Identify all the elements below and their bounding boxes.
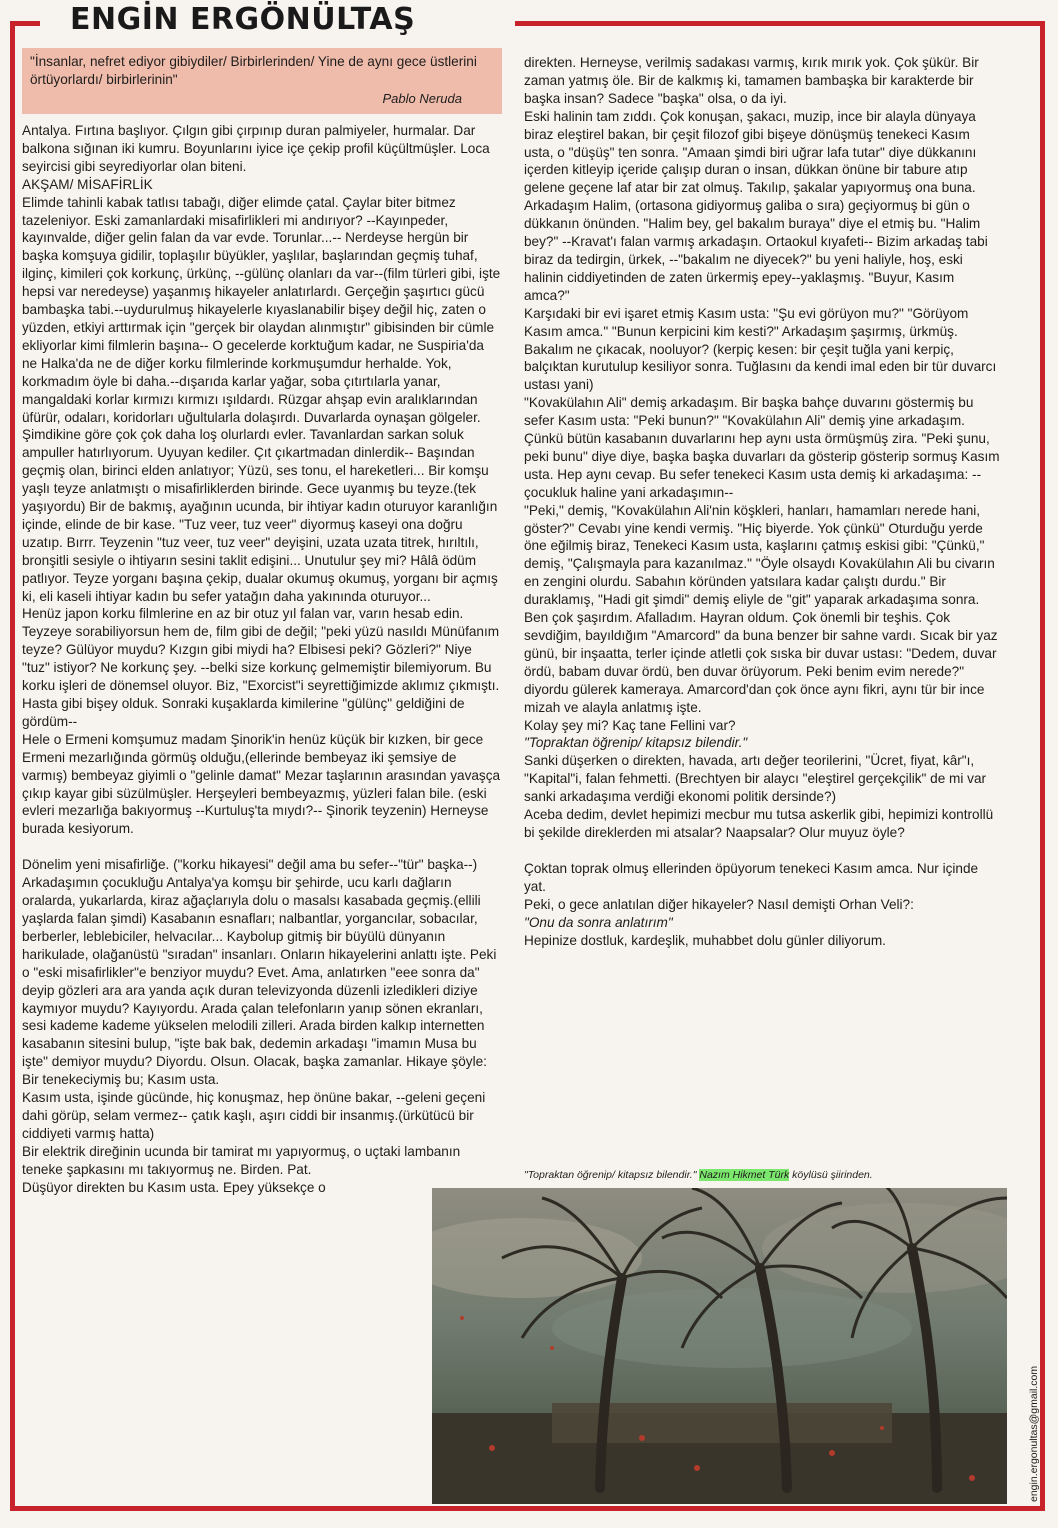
paragraph: Peki, o gece anlatılan diğer hikayeler? Nasıl demişti Orhan Veli?:: [524, 896, 914, 912]
caption-poet: Nazım Hikmet Türk: [699, 1169, 790, 1181]
image-caption: [524, 1168, 1000, 1182]
author-email: engin.ergonultas@gmail.com: [1028, 1365, 1040, 1502]
author-name: ENGİN ERGÖNÜLTAŞ: [70, 2, 416, 37]
paragraph: Kasım usta, işinde gücünde, hiç konuşmaz, hep önüne bakar, --geleni geçeni dahi görüp, selam vermez-- çatık kaşlı, aşırı ciddi bir insanmış.(ürkütücü bir ciddiyeti varmış hatta): [22, 1090, 486, 1141]
paragraph: Aceba dedim, devlet hepimizi mecbur mu tutsa askerlik gibi, hepimizi kontrollü bi şekilde direklerden mi atsalar? Naapsalar? Olur muyuz öyle?: [524, 807, 994, 840]
left-column: [22, 122, 502, 1502]
right-column: [524, 54, 1000, 1144]
epigraph: [22, 48, 502, 114]
paragraph: Henüz japon korku filmlerine en az bir otuz yıl falan var, varın hesab edin. Teyzeye sorabiliyorsun hem de, film gibi de değil; "peki yüzü nasıldı Münüfanım teyze? Gülüyor muydu? Kızgın gibi miydi ha? Elbisesi peki? Gözleri?" Niye "tuz" istiyor? Ne korkunç şey. --belki size korkunç gelmemiştir bilemiyorum. Bu korku işleri de dönemsel oluyor. Biz, "Exorcist"i seyrettiğimizde aklımız çıkmıştı. Hasta gibi bişey olduk. Sonraki kuşaklarda kimilerine "gülünç" geldiğini de gördüm--: [22, 606, 500, 729]
paragraph: Dönelim yeni misafirliğe. ("korku hikayesi" değil ama bu sefer--"tür" başka--) Arkadaşımın çocukluğu Antalya'ya komşu bir şehirde, ucu karlı dağların oralarda, yukarlarda, kiraz ağaçlarıyla dolu o masalsı kasabada geçmiş.(ellili yaşlarda falan şimdi) Kasabanın esnafları; nalbantlar, yorgancılar, sobacılar, berberler, leblebiciler, helvacılar... Kaybolup gitmiş bir büyülü dünyanın harikulade, olağanüstü "sıradan" insanları. Onların hikayelerini anlattı işte. Peki o "eski misafirlikler"e benziyor muydu? Evet. Ama, anlatırken "eee sonra da" deyip gözleri ara ara yanda açık duran televizyonda düzenli izledikleri diziye kaymıyor muydu? Kayıyordu. Arada çalan telefonların yanıp sönen ekranları, sesi kademe kademe yükselen melodili zilleri. Arada birden kalkıp internetten kasabanın sitesini bulup, "işte bak bak, dedemin arkadaşı "imamın Musa bu işte" demiyor muydu? Diyordu. Olsun. Olacak, başka zamanlar. Hikaye şöyle:: [22, 857, 497, 1070]
paragraph: Sanki düşerken o direkten, havada, artı değer teorilerini, "Ücret, fiyat, kâr"ı, "Kapital"i, falan fehmetti. (Brechtyen bir alaycı "eleştirel gerçekçilik" de mi var sanki arkadaşıma verdiği ekonomi politik dersinde?): [524, 753, 987, 805]
storm-palms-painting: [432, 1188, 1007, 1504]
paragraph: Çoktan toprak olmuş ellerinden öpüyorum tenekeci Kasım amca. Nur içinde yat.: [524, 860, 979, 894]
closing-line: Hepinize dostluk, kardeşlik, muhabbet dolu günler diliyorum.: [524, 932, 886, 948]
paragraph: Eski halinin tam zıddı. Çok konuşan, şakacı, muzip, ince bir alayla dünyaya biraz eleştirel bakan, bir çeşit filozof gibi bişeye dönüşmüş tenekeci Kasım usta, o "düşüş" ten sonra. "Amaan şimdi biri uğrar lafa tutar" diye dükkanını içerden kitleyip içeride çalışıp duran o insan, dükkan önüne bir tabure atıp gelene geçene laf atar bir zat olmuş. Takılıp, şakalar yapıyormuş ona buna. Arkadaşım Halim, (ortasona gidiyormuş galiba o sıra) geçiyormuş bi gün o dükkanın önünden. "Halim bey, gel bakalım buraya" diye el etmiş bu. "Halim bey?" --Kravat'ı falan varmış arkadaşın. Ortaokul kıyafeti-- Bizim arkadaş tabi biraz da tedirgin, ürkek, --"bakalım ne diyecek?" bu yeni haliyle, hoş, eski halinin ciddiyetinden de zaten ürkermiş epey--yaklaşmış. "Buyur, Kasım amca?": [524, 108, 988, 303]
section-heading: AKŞAM/ MİSAFİRLİK: [22, 176, 153, 192]
paragraph: Ben çok şaşırdım. Afalladım. Hayran oldum. Çok önemli bir teşhis. Çok sevdiğim, bayıldığım "Amarcord" da buna benzer bir sahne vardı. Sıcak bir yaz günü, bir inşaatta, terler içinde atletli çok sıska bir duvar ustası: "Dedem, duvar ördü, babam duvar ördü, ben duvar örüyorum. Peki benim evim nerede?" diyordu gülerek kameraya. Amarcord'dan çok önce aynı fikri, aynı tür bir ince mizah ve alayla anlatmış işte.: [524, 610, 998, 715]
orhan-veli-quote: "Onu da sonra anlatırım": [524, 914, 673, 930]
paragraph: Karşıdaki bir evi işaret etmiş Kasım usta: "Şu evi görüyon mu?" "Görüyom Kasım amca." "Bunun kerpicini kim kesti?" Arkadaşım şaşırmış, ürkmüş. Bakalım ne çıkacak, nooluyor? (kerpiç kesen: bir çeşit tuğla yani kerpiç, balçıktan kurutulup kesiliyor sonra. Tuğlasını da kendi imal eden bir tür duvarcı ustası yani): [524, 305, 997, 393]
paragraph: Hele o Ermeni komşumuz madam Şinorik'in henüz küçük bir kızken, bir gece Ermeni mezarlığında görmüş olduğu,(ellerinde bembeyaz iki şemsiye de varmış) bembeyaz giyimli o "gelinle damat" Mezar taşlarının arasından yavaşça çıkıp kayar gibi süzülmüşler. Herşeyleri bembeyazmış, yüzleri falan bile. (eski evleri mezarlığa bakıyormuş --Kurtuluş'ta mıydı?-- Şinorik teyzenin) Herneyse burada kesiyorum.: [22, 731, 501, 837]
paragraph: direkten. Herneyse, verilmiş sadakası varmış, kırık mırık yok. Çok şükür. Bir zaman yatmış öle. Bir de kalkmış ki, tamamen bambaşka bir karakterde bir başka insan? Sadece "başka" olsa, o da iyi.: [524, 55, 979, 106]
paragraph: Antalya. Fırtına başlıyor. Çılgın gibi çırpınıp duran palmiyeler, hurmalar. Dar balkona sığınan iki kumru. Boyunlarını iyice içe çekip profil küçültmüşler. Loca seyircisi gibi seyrediyorlar olan biteni.: [22, 123, 490, 174]
paragraph: Düşüyor direkten bu Kasım usta. Epey yüksekçe o: [22, 1179, 326, 1195]
paragraph: Bir elektrik direğinin ucunda bir tamirat mı yapıyormuş, o uçtaki lambanın teneke şapkasını mı takıyormuş ne. Birden. Pat.: [22, 1143, 461, 1177]
paragraph: Bir tenekeciymiş bu; Kasım usta.: [22, 1072, 220, 1088]
paragraph: Elimde tahinli kabak tatlısı tabağı, diğer elimde çatal. Çaylar biter bitmez tazeleniyor. Eski zamanlardaki misafirlikleri mi andırıyor? --Kayınpeder, kayınvalde, diğer gelin falan da var evde. Torunlar...-- Nerdeyse hergün bir başka komşuya gidilir, toplaşılır büyükler, yaşlılar, başlarından geçmiş tuhaf, ilginç, kimileri çok korkunç, ürkünç, --gülünç olanları da var--(film türleri gibi, işte hepsi var neredeyse) yaşanmış hikayeler anlatırlardı. Gerçeğin şaşırtıcı gücü bambaşka tabi.--uydurulmuş hikayelerle kıyaslanabilir bişey değil hiç, zaten o yüzden, etkiyi arttırmak için "gerçek bir olaydan alınmıştır" gibisinden bir cümle ekliyorlar kimi filmlerin başına-- O gecelerde korktuğum kadar, ne Suspiria'da ne Halka'da ne de diğer korku filmlerinde korkmuşumdur herhalde. Yok, korkmadım öyle bi daha.--dışarıda karlar yağar, soba çıtırtılarla yanar, mangaldaki korlar kırmızı kırmızı ışıldardı. Rüzgar ahşap evin aralıklarından üfürür, odaları, koridorları uğultularla dolaşırdı. Duvarlarda oynaşan gölgeler. Şimdikine göre çok çok daha loş olurlardı evler. Tavanlardan sarkan soluk ampuller hatırlıyorum. Uyuyan kediler. Çıt çıkartmadan dinlerdik-- Başından geçmiş olan, birinci elden anlatıyor; Yüzü, ses tonu, el hareketleri... Bir komşu yaşlı teyze anlatmıştı o misafirliklerden birinde. Gece uyanmış bu teyze.(tek yaşıyordu) Bir de bakmış, ayağının ucunda, bir ihtiyar kadın oturuyor karanlığın içinde, elinde de bir kase. "Tuz veer, tuz veer" diyormuş kaseyi ona doğru uzatıp. Bırrr. Teyzenin "tuz veer, tuz veer" deyişini, uzata uzata titrek, hırıltılı, bronşitli sesiyle o ihtiyarın sesini taklit edişini... Unutulur şey mi? Hâlâ ödüm patlıyor. Teyze yorganı başına çekip, dualar okumuş okumuş, yorganı bir açmış ki, eli kaseli ihtiyar kadın bu sefer yatağın daha yakınında oturuyor...: [22, 194, 501, 604]
paragraph: "Peki," demiş, "Kovakülahın Ali'nin köşkleri, hanları, hamamları nerede hani, göster?" Cevabı yine kendi vermiş. "Hiç biyerde. Yok çünkü" Oturduğu yerde öne eğilmiş biraz, Tenekeci Kasım usta, kaşlarını çatmış eskisi gibi: "Çünkü," demiş, "Çalışmayla para kazanılmaz." "Öyle olsaydı Kovakülahın Ali bu civarın en zengini olurdu. Sabahın köründen yatsılara kadar çalıştı durdu." Bir duraklamış, "Hadi git şimdi" demiş eliyle de "git" yaparak arkadaşıma sonra.: [524, 502, 995, 608]
painting-svg: [432, 1188, 1007, 1504]
spacer: [22, 838, 502, 856]
epigraph-text: "İnsanlar, nefret ediyor gibiydiler/ Birbirlerinden/ Yine de aynı gece üstlerini örtüyorlardı/ birbirlerinin": [30, 54, 477, 87]
epigraph-source: Pablo Neruda: [382, 91, 462, 106]
poem-quote: "Topraktan öğrenip/ kitapsız bilendir.": [524, 735, 748, 751]
caption-quote: "Topraktan öğrenip/ kitapsız bilendir.": [524, 1169, 697, 1181]
spacer: [524, 842, 1000, 860]
caption-tail: köylüsü şiirinden.: [792, 1169, 873, 1181]
paragraph: Kolay şey mi? Kaç tane Fellini var?: [524, 717, 736, 733]
paragraph: "Kovakülahın Ali" demiş arkadaşım. Bir başka bahçe duvarını göstermiş bu sefer Kasım usta: "Peki bunun?" "Kovakülahın Ali" demiş yine arkadaşım. Çünkü bütün kasabanın duvarlarını hep aynı usta örmüşmüş zira. "Peki şunu, peki bunu" diye diye, başka başka duvarları da gösterip gösterip sormuş Kasım usta. Hep aynı cevap. Bu sefer tenekeci Kasım usta demiş ki arkadaşıma: --çocukluk haline yani arkadaşımın--: [524, 395, 1000, 500]
